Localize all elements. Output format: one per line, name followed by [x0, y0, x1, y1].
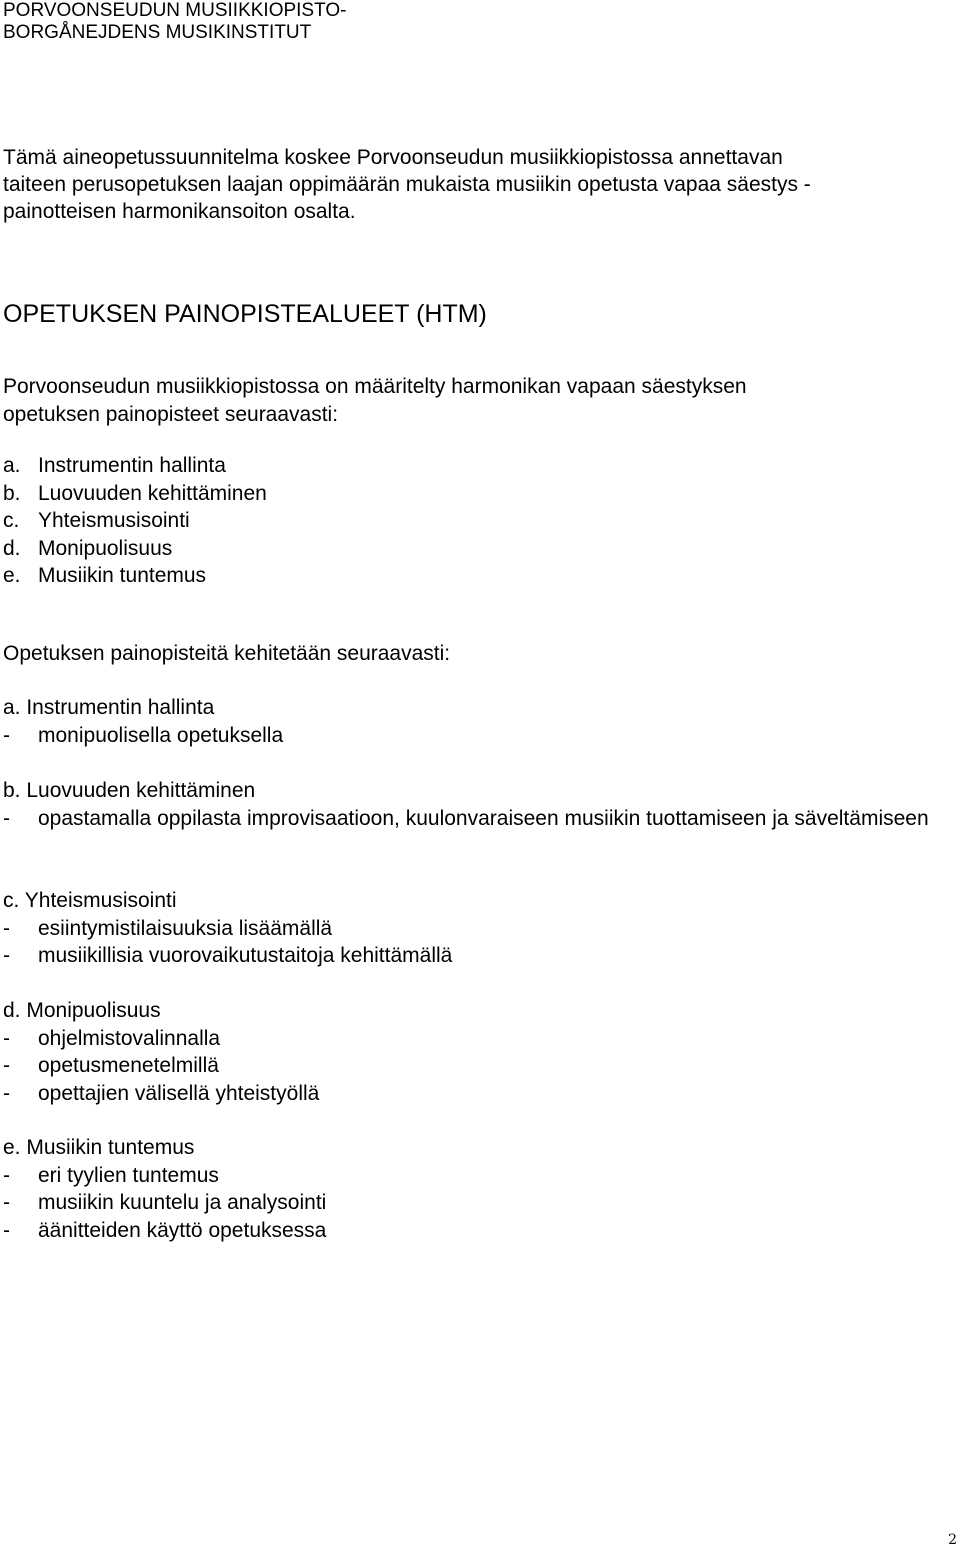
- bullet-dash: -: [3, 916, 10, 940]
- bullet-item: [3, 1080, 953, 1108]
- list-text: Luovuuden kehittäminen: [38, 481, 267, 505]
- group-title: c. Yhteismusisointi: [3, 889, 177, 912]
- list-text: Monipuolisuus: [38, 536, 173, 560]
- list-letter: d.: [3, 536, 21, 560]
- focus-list: [3, 452, 267, 590]
- group-versatility: [3, 997, 953, 1107]
- bullet-text: musiikin kuuntelu ja analysointi: [38, 1191, 327, 1214]
- bullet-dash: -: [3, 944, 10, 967]
- bullet-item: [3, 1052, 953, 1080]
- list-item: [3, 535, 267, 563]
- bullet-item: [3, 1189, 953, 1217]
- list-letter: e.: [3, 564, 21, 587]
- list-letter: a.: [3, 454, 21, 477]
- paragraph-line: Porvoonseudun musiikkiopistossa on määritelty harmonikan vapaan säestyksen: [3, 375, 747, 398]
- list-letter: b.: [3, 481, 21, 505]
- bullet-text: esiintymistilaisuuksia lisäämällä: [38, 916, 333, 940]
- list-item: [3, 562, 267, 590]
- bullet-item: [3, 722, 953, 750]
- bullet-text: eri tyylien tuntemus: [38, 1163, 219, 1187]
- list-letter: c.: [3, 509, 20, 532]
- bullet-text: ohjelmistovalinnalla: [38, 1026, 221, 1050]
- group-title: b. Luovuuden kehittäminen: [3, 779, 256, 802]
- intro-line: Tämä aineopetussuunnitelma koskee Porvoonseudun musiikkiopistossa annettavan: [3, 146, 783, 169]
- section-heading: OPETUKSEN PAINOPISTEALUEET (HTM): [3, 300, 487, 328]
- bullet-text: monipuolisella opetuksella: [38, 723, 284, 747]
- bullet-dash: -: [3, 723, 10, 747]
- bullet-dash: -: [3, 1054, 10, 1077]
- bullet-dash: -: [3, 1218, 10, 1242]
- bullet-item: [3, 1025, 953, 1053]
- intro-line: taiteen perusopetuksen laajan oppimäärän mukaista musiikin opetusta vapaa säestys -: [3, 173, 811, 196]
- bullet-text: opastamalla oppilasta improvisaatioon, kuulonvaraiseen musiikin tuottamiseen ja säveltämiseen: [38, 806, 929, 830]
- header-line-2: BORGÅNEJDENS MUSIKINSTITUT: [3, 22, 312, 43]
- bullet-item: [3, 1162, 953, 1190]
- bullet-dash: -: [3, 1163, 10, 1187]
- group-music-knowledge: [3, 1134, 953, 1244]
- bullet-text: äänitteiden käyttö opetuksessa: [38, 1218, 327, 1242]
- list-text: Yhteismusisointi: [38, 509, 190, 532]
- list-item: [3, 452, 267, 480]
- bullet-text: opetusmenetelmillä: [38, 1054, 219, 1077]
- bullet-item: [3, 942, 953, 970]
- group-ensemble: [3, 887, 953, 970]
- paragraph-line: opetuksen painopisteet seuraavasti:: [3, 403, 339, 426]
- bullet-item: [3, 805, 953, 833]
- group-creativity: [3, 777, 953, 832]
- list-item: [3, 480, 267, 508]
- page-number: 2: [948, 1532, 957, 1548]
- bullet-item: [3, 915, 953, 943]
- bullet-dash: -: [3, 1191, 10, 1214]
- group-title: d. Monipuolisuus: [3, 999, 161, 1022]
- bullet-text: musiikillisia vuorovaikutustaitoja kehittämällä: [38, 944, 453, 967]
- bullet-dash: -: [3, 806, 10, 830]
- intro-line: painotteisen harmonikansoiton osalta.: [3, 200, 356, 223]
- header-line-1: PORVOONSEUDUN MUSIIKKIOPISTO-: [3, 0, 347, 21]
- group-title: e. Musiikin tuntemus: [3, 1136, 195, 1159]
- bullet-item: [3, 1217, 953, 1245]
- intro-paragraph: [3, 144, 953, 225]
- development-intro-paragraph: Opetuksen painopisteitä kehitetään seuraavasti:: [3, 642, 451, 665]
- focus-intro-paragraph: [3, 373, 953, 429]
- institution-header: [3, 0, 346, 44]
- bullet-text: opettajien välisellä yhteistyöllä: [38, 1081, 320, 1105]
- bullet-dash: -: [3, 1026, 10, 1050]
- list-text: Musiikin tuntemus: [38, 564, 207, 587]
- bullet-dash: -: [3, 1081, 10, 1105]
- list-item: [3, 507, 267, 535]
- list-text: Instrumentin hallinta: [38, 454, 226, 477]
- group-title: a. Instrumentin hallinta: [3, 696, 215, 719]
- group-instrument-mastery: [3, 694, 953, 749]
